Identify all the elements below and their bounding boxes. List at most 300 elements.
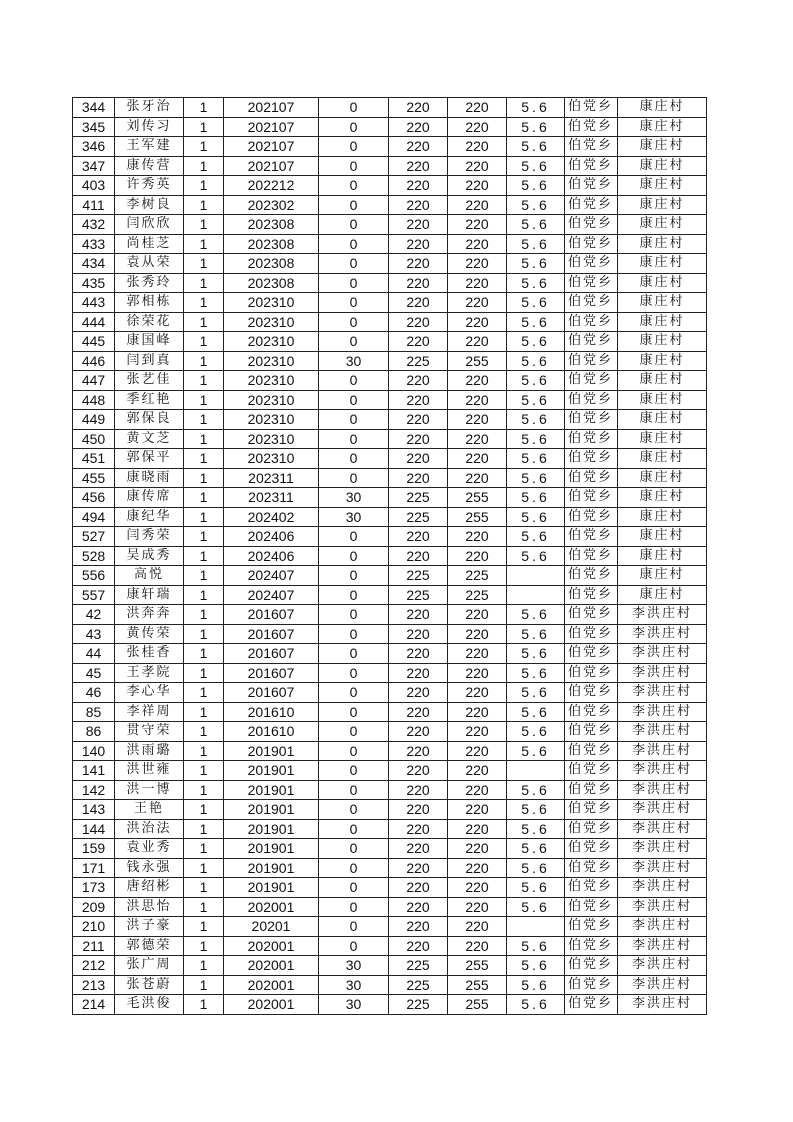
- total-cell: 220: [448, 195, 507, 215]
- subsidy-a-cell: 0: [319, 176, 389, 196]
- total-cell: 220: [448, 858, 507, 878]
- total-cell: 220: [448, 117, 507, 137]
- rate-cell: 5.6: [507, 956, 565, 976]
- subsidy-b-cell: 220: [389, 702, 448, 722]
- total-cell: 220: [448, 917, 507, 937]
- subsidy-a-cell: 0: [319, 449, 389, 469]
- name-cell: 李树良: [115, 195, 184, 215]
- village-cell: 李洪庄村: [618, 897, 707, 917]
- subsidy-a-cell: 0: [319, 839, 389, 859]
- town-cell: 伯党乡: [565, 936, 618, 956]
- subsidy-b-cell: 220: [389, 800, 448, 820]
- name-cell: 闫欣欣: [115, 215, 184, 235]
- subsidy-b-cell: 220: [389, 546, 448, 566]
- table-row: [73, 878, 707, 898]
- town-cell: 伯党乡: [565, 449, 618, 469]
- month-cell: 202407: [224, 585, 319, 605]
- village-cell: 康庄村: [618, 488, 707, 508]
- town-cell: 伯党乡: [565, 390, 618, 410]
- id-cell: 43: [73, 624, 115, 644]
- village-cell: 李洪庄村: [618, 956, 707, 976]
- id-cell: 528: [73, 546, 115, 566]
- count-cell: 1: [184, 897, 224, 917]
- month-cell: 202310: [224, 293, 319, 313]
- name-cell: 洪一博: [115, 780, 184, 800]
- month-cell: 202308: [224, 234, 319, 254]
- total-cell: 220: [448, 215, 507, 235]
- month-cell: 202406: [224, 546, 319, 566]
- town-cell: 伯党乡: [565, 371, 618, 391]
- table-row: [73, 917, 707, 937]
- table-row: [73, 527, 707, 547]
- count-cell: 1: [184, 605, 224, 625]
- subsidy-a-cell: 0: [319, 917, 389, 937]
- subsidy-b-cell: 225: [389, 585, 448, 605]
- count-cell: 1: [184, 176, 224, 196]
- town-cell: 伯党乡: [565, 741, 618, 761]
- id-cell: 142: [73, 780, 115, 800]
- subsidy-b-cell: 220: [389, 878, 448, 898]
- subsidy-b-cell: 220: [389, 761, 448, 781]
- id-cell: 140: [73, 741, 115, 761]
- table-row: [73, 137, 707, 157]
- subsidy-a-cell: 0: [319, 468, 389, 488]
- subsidy-b-cell: 225: [389, 351, 448, 371]
- subsidy-a-cell: 0: [319, 702, 389, 722]
- table-row: [73, 195, 707, 215]
- village-cell: 李洪庄村: [618, 624, 707, 644]
- count-cell: 1: [184, 819, 224, 839]
- id-cell: 451: [73, 449, 115, 469]
- name-cell: 黄传荣: [115, 624, 184, 644]
- table-row: [73, 468, 707, 488]
- count-cell: 1: [184, 527, 224, 547]
- total-cell: 220: [448, 429, 507, 449]
- id-cell: 448: [73, 390, 115, 410]
- count-cell: 1: [184, 332, 224, 352]
- subsidy-a-cell: 0: [319, 722, 389, 742]
- table-row: [73, 741, 707, 761]
- total-cell: 220: [448, 761, 507, 781]
- town-cell: 伯党乡: [565, 156, 618, 176]
- rate-cell: 5.6: [507, 897, 565, 917]
- rate-cell: 5.6: [507, 995, 565, 1015]
- table-row: [73, 234, 707, 254]
- village-cell: 李洪庄村: [618, 800, 707, 820]
- total-cell: 220: [448, 722, 507, 742]
- rate-cell: 5.6: [507, 527, 565, 547]
- name-cell: 康纪华: [115, 507, 184, 527]
- table-row: [73, 663, 707, 683]
- rate-cell: 5.6: [507, 176, 565, 196]
- name-cell: 康晓雨: [115, 468, 184, 488]
- subsidy-a-cell: 0: [319, 527, 389, 547]
- id-cell: 141: [73, 761, 115, 781]
- name-cell: 康国峰: [115, 332, 184, 352]
- month-cell: 201901: [224, 878, 319, 898]
- rate-cell: 5.6: [507, 780, 565, 800]
- town-cell: 伯党乡: [565, 995, 618, 1015]
- id-cell: 143: [73, 800, 115, 820]
- month-cell: 202107: [224, 98, 319, 118]
- table-row: [73, 819, 707, 839]
- subsidy-a-cell: 0: [319, 858, 389, 878]
- town-cell: 伯党乡: [565, 137, 618, 157]
- subsidy-b-cell: 220: [389, 605, 448, 625]
- rate-cell: 5.6: [507, 624, 565, 644]
- table-row: [73, 449, 707, 469]
- table-row: [73, 117, 707, 137]
- table-row: [73, 390, 707, 410]
- name-cell: 洪雨璐: [115, 741, 184, 761]
- table-row: [73, 858, 707, 878]
- month-cell: 201901: [224, 780, 319, 800]
- count-cell: 1: [184, 468, 224, 488]
- id-cell: 171: [73, 858, 115, 878]
- subsidy-a-cell: 30: [319, 351, 389, 371]
- month-cell: 201901: [224, 839, 319, 859]
- village-cell: 康庄村: [618, 195, 707, 215]
- rate-cell: 5.6: [507, 410, 565, 430]
- subsidy-b-cell: 220: [389, 683, 448, 703]
- rate-cell: 5.6: [507, 137, 565, 157]
- subsidy-a-cell: 0: [319, 566, 389, 586]
- count-cell: 1: [184, 917, 224, 937]
- subsidy-a-cell: 30: [319, 995, 389, 1015]
- table-row: [73, 566, 707, 586]
- name-cell: 洪世雍: [115, 761, 184, 781]
- subsidy-a-cell: 0: [319, 390, 389, 410]
- subsidy-a-cell: 0: [319, 936, 389, 956]
- month-cell: 202310: [224, 429, 319, 449]
- data-table: [72, 97, 707, 1015]
- total-cell: 220: [448, 780, 507, 800]
- table-row: [73, 644, 707, 664]
- total-cell: 255: [448, 975, 507, 995]
- count-cell: 1: [184, 156, 224, 176]
- id-cell: 527: [73, 527, 115, 547]
- name-cell: 康传席: [115, 488, 184, 508]
- count-cell: 1: [184, 722, 224, 742]
- village-cell: 康庄村: [618, 527, 707, 547]
- month-cell: 202107: [224, 117, 319, 137]
- town-cell: 伯党乡: [565, 702, 618, 722]
- name-cell: 高悦: [115, 566, 184, 586]
- table-row: [73, 956, 707, 976]
- month-cell: 202406: [224, 527, 319, 547]
- town-cell: 伯党乡: [565, 975, 618, 995]
- id-cell: 445: [73, 332, 115, 352]
- rate-cell: 5.6: [507, 975, 565, 995]
- town-cell: 伯党乡: [565, 566, 618, 586]
- village-cell: 康庄村: [618, 507, 707, 527]
- total-cell: 220: [448, 683, 507, 703]
- id-cell: 210: [73, 917, 115, 937]
- village-cell: 康庄村: [618, 117, 707, 137]
- name-cell: 毛洪俊: [115, 995, 184, 1015]
- village-cell: 康庄村: [618, 390, 707, 410]
- name-cell: 郭德荣: [115, 936, 184, 956]
- subsidy-a-cell: 0: [319, 644, 389, 664]
- total-cell: 220: [448, 741, 507, 761]
- rate-cell: 5.6: [507, 858, 565, 878]
- subsidy-b-cell: 220: [389, 429, 448, 449]
- rate-cell: 5.6: [507, 195, 565, 215]
- subsidy-b-cell: 220: [389, 98, 448, 118]
- subsidy-a-cell: 0: [319, 410, 389, 430]
- rate-cell: 5.6: [507, 215, 565, 235]
- id-cell: 450: [73, 429, 115, 449]
- id-cell: 42: [73, 605, 115, 625]
- month-cell: 202001: [224, 956, 319, 976]
- village-cell: 李洪庄村: [618, 605, 707, 625]
- month-cell: 202001: [224, 897, 319, 917]
- town-cell: 伯党乡: [565, 780, 618, 800]
- village-cell: 李洪庄村: [618, 995, 707, 1015]
- rate-cell: 5.6: [507, 117, 565, 137]
- table-body: [73, 98, 707, 1015]
- rate-cell: 5.6: [507, 663, 565, 683]
- village-cell: 康庄村: [618, 332, 707, 352]
- subsidy-a-cell: 0: [319, 156, 389, 176]
- count-cell: 1: [184, 449, 224, 469]
- month-cell: 202310: [224, 390, 319, 410]
- id-cell: 435: [73, 273, 115, 293]
- village-cell: 康庄村: [618, 449, 707, 469]
- table-row: [73, 761, 707, 781]
- rate-cell: 5.6: [507, 644, 565, 664]
- month-cell: 202001: [224, 995, 319, 1015]
- month-cell: 202310: [224, 449, 319, 469]
- total-cell: 220: [448, 644, 507, 664]
- count-cell: 1: [184, 117, 224, 137]
- id-cell: 432: [73, 215, 115, 235]
- id-cell: 403: [73, 176, 115, 196]
- id-cell: 347: [73, 156, 115, 176]
- rate-cell: 5.6: [507, 156, 565, 176]
- town-cell: 伯党乡: [565, 956, 618, 976]
- count-cell: 1: [184, 741, 224, 761]
- town-cell: 伯党乡: [565, 429, 618, 449]
- rate-cell: 5.6: [507, 936, 565, 956]
- subsidy-b-cell: 220: [389, 644, 448, 664]
- village-cell: 康庄村: [618, 176, 707, 196]
- month-cell: 201901: [224, 819, 319, 839]
- village-cell: 康庄村: [618, 234, 707, 254]
- subsidy-b-cell: 225: [389, 507, 448, 527]
- name-cell: 许秀英: [115, 176, 184, 196]
- town-cell: 伯党乡: [565, 858, 618, 878]
- total-cell: 220: [448, 156, 507, 176]
- count-cell: 1: [184, 351, 224, 371]
- subsidy-a-cell: 0: [319, 605, 389, 625]
- total-cell: 220: [448, 137, 507, 157]
- subsidy-b-cell: 220: [389, 527, 448, 547]
- total-cell: 220: [448, 449, 507, 469]
- id-cell: 411: [73, 195, 115, 215]
- rate-cell: 5.6: [507, 878, 565, 898]
- count-cell: 1: [184, 390, 224, 410]
- count-cell: 1: [184, 312, 224, 332]
- rate-cell: [507, 566, 565, 586]
- table-row: [73, 839, 707, 859]
- subsidy-a-cell: 0: [319, 273, 389, 293]
- id-cell: 173: [73, 878, 115, 898]
- rate-cell: 5.6: [507, 234, 565, 254]
- count-cell: 1: [184, 702, 224, 722]
- month-cell: 201610: [224, 722, 319, 742]
- count-cell: 1: [184, 995, 224, 1015]
- count-cell: 1: [184, 585, 224, 605]
- village-cell: 李洪庄村: [618, 839, 707, 859]
- subsidy-b-cell: 220: [389, 722, 448, 742]
- total-cell: 220: [448, 624, 507, 644]
- count-cell: 1: [184, 839, 224, 859]
- total-cell: 255: [448, 488, 507, 508]
- month-cell: 202302: [224, 195, 319, 215]
- town-cell: 伯党乡: [565, 117, 618, 137]
- month-cell: 202310: [224, 410, 319, 430]
- rate-cell: 5.6: [507, 351, 565, 371]
- count-cell: 1: [184, 956, 224, 976]
- town-cell: 伯党乡: [565, 234, 618, 254]
- village-cell: 康庄村: [618, 429, 707, 449]
- table-row: [73, 605, 707, 625]
- subsidy-b-cell: 220: [389, 254, 448, 274]
- table-row: [73, 351, 707, 371]
- subsidy-b-cell: 220: [389, 839, 448, 859]
- subsidy-a-cell: 0: [319, 98, 389, 118]
- village-cell: 李洪庄村: [618, 780, 707, 800]
- id-cell: 443: [73, 293, 115, 313]
- village-cell: 李洪庄村: [618, 722, 707, 742]
- rate-cell: 5.6: [507, 312, 565, 332]
- month-cell: 202001: [224, 936, 319, 956]
- id-cell: 144: [73, 819, 115, 839]
- rate-cell: 5.6: [507, 741, 565, 761]
- subsidy-b-cell: 220: [389, 273, 448, 293]
- town-cell: 伯党乡: [565, 195, 618, 215]
- table-row: [73, 546, 707, 566]
- subsidy-a-cell: 0: [319, 741, 389, 761]
- id-cell: 494: [73, 507, 115, 527]
- name-cell: 刘传习: [115, 117, 184, 137]
- total-cell: 220: [448, 332, 507, 352]
- total-cell: 255: [448, 351, 507, 371]
- total-cell: 220: [448, 98, 507, 118]
- subsidy-a-cell: 0: [319, 683, 389, 703]
- town-cell: 伯党乡: [565, 605, 618, 625]
- id-cell: 456: [73, 488, 115, 508]
- subsidy-a-cell: 0: [319, 137, 389, 157]
- total-cell: 220: [448, 390, 507, 410]
- rate-cell: 5.6: [507, 468, 565, 488]
- subsidy-b-cell: 220: [389, 663, 448, 683]
- month-cell: 201901: [224, 741, 319, 761]
- town-cell: 伯党乡: [565, 293, 618, 313]
- month-cell: 201607: [224, 663, 319, 683]
- town-cell: 伯党乡: [565, 878, 618, 898]
- name-cell: 洪思怡: [115, 897, 184, 917]
- town-cell: 伯党乡: [565, 683, 618, 703]
- town-cell: 伯党乡: [565, 800, 618, 820]
- id-cell: 449: [73, 410, 115, 430]
- subsidy-a-cell: 0: [319, 761, 389, 781]
- village-cell: 康庄村: [618, 215, 707, 235]
- subsidy-a-cell: 30: [319, 956, 389, 976]
- month-cell: 202308: [224, 273, 319, 293]
- subsidy-b-cell: 220: [389, 741, 448, 761]
- month-cell: 202310: [224, 312, 319, 332]
- total-cell: 220: [448, 527, 507, 547]
- name-cell: 张广周: [115, 956, 184, 976]
- town-cell: 伯党乡: [565, 98, 618, 118]
- count-cell: 1: [184, 780, 224, 800]
- village-cell: 康庄村: [618, 585, 707, 605]
- table-row: [73, 800, 707, 820]
- month-cell: 201901: [224, 858, 319, 878]
- rate-cell: 5.6: [507, 605, 565, 625]
- month-cell: 202001: [224, 975, 319, 995]
- name-cell: 尚桂芝: [115, 234, 184, 254]
- total-cell: 220: [448, 312, 507, 332]
- subsidy-b-cell: 220: [389, 819, 448, 839]
- total-cell: 220: [448, 878, 507, 898]
- table-row: [73, 176, 707, 196]
- name-cell: 张牙治: [115, 98, 184, 118]
- subsidy-b-cell: 225: [389, 488, 448, 508]
- month-cell: 202107: [224, 137, 319, 157]
- name-cell: 张艺佳: [115, 371, 184, 391]
- name-cell: 王艳: [115, 800, 184, 820]
- name-cell: 贯守荣: [115, 722, 184, 742]
- town-cell: 伯党乡: [565, 624, 618, 644]
- name-cell: 李祥周: [115, 702, 184, 722]
- village-cell: 李洪庄村: [618, 917, 707, 937]
- table-row: [73, 936, 707, 956]
- month-cell: 202310: [224, 332, 319, 352]
- subsidy-a-cell: 0: [319, 819, 389, 839]
- subsidy-a-cell: 0: [319, 234, 389, 254]
- village-cell: 康庄村: [618, 254, 707, 274]
- month-cell: 202407: [224, 566, 319, 586]
- id-cell: 557: [73, 585, 115, 605]
- month-cell: 202402: [224, 507, 319, 527]
- count-cell: 1: [184, 371, 224, 391]
- month-cell: 202212: [224, 176, 319, 196]
- rate-cell: 5.6: [507, 488, 565, 508]
- subsidy-a-cell: 0: [319, 585, 389, 605]
- village-cell: 康庄村: [618, 468, 707, 488]
- id-cell: 159: [73, 839, 115, 859]
- id-cell: 45: [73, 663, 115, 683]
- total-cell: 255: [448, 507, 507, 527]
- name-cell: 王军建: [115, 137, 184, 157]
- month-cell: 202310: [224, 351, 319, 371]
- subsidy-a-cell: 0: [319, 546, 389, 566]
- subsidy-b-cell: 225: [389, 995, 448, 1015]
- village-cell: 康庄村: [618, 351, 707, 371]
- village-cell: 康庄村: [618, 371, 707, 391]
- id-cell: 444: [73, 312, 115, 332]
- name-cell: 闫到真: [115, 351, 184, 371]
- name-cell: 郭保良: [115, 410, 184, 430]
- subsidy-b-cell: 220: [389, 176, 448, 196]
- total-cell: 225: [448, 585, 507, 605]
- rate-cell: 5.6: [507, 683, 565, 703]
- village-cell: 李洪庄村: [618, 761, 707, 781]
- rate-cell: 5.6: [507, 722, 565, 742]
